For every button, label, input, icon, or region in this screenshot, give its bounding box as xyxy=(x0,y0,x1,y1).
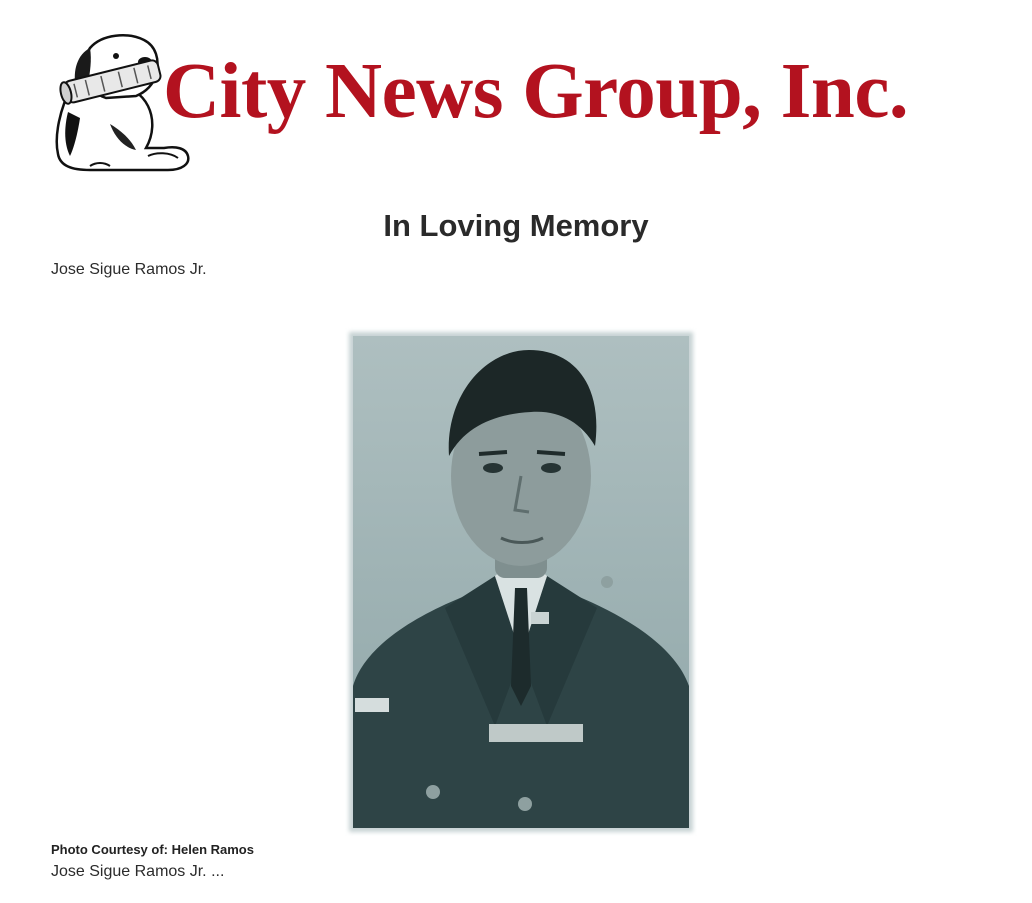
brand-name[interactable]: City News Group, Inc. xyxy=(163,48,909,135)
site-header xyxy=(50,28,980,178)
page-title: In Loving Memory xyxy=(383,208,649,243)
deceased-name: Jose Sigue Ramos Jr. xyxy=(51,261,207,278)
article-excerpt[interactable]: Jose Sigue Ramos Jr. ... xyxy=(51,863,225,880)
portrait-photo xyxy=(345,326,697,836)
photo-credit: Photo Courtesy of: Helen Ramos xyxy=(51,842,254,857)
